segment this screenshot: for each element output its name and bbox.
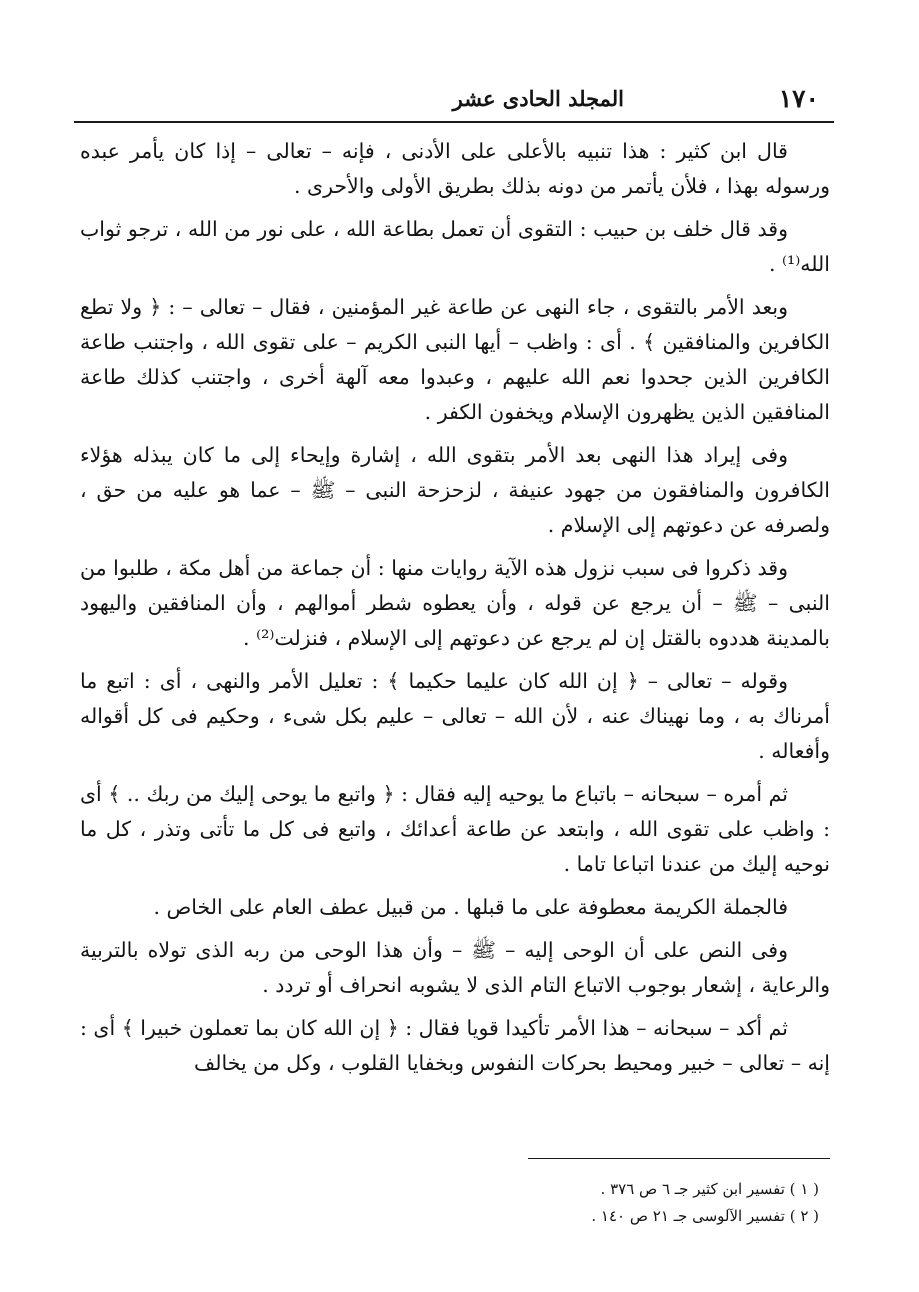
paragraph: وقوله – تعالى – ﴿ إن الله كان عليما حكيما ﴾ : تعليل الأمر والنهى ، أى : اتبع ما أمرناك به ، وما نهيناك عنه ، لأن الله – تعالى – عليم بكل شىء ، وحكيم فى كل أقواله وأفعاله . xyxy=(80,669,830,763)
header-divider xyxy=(74,121,834,123)
footnote: ( ٢ ) تفسير الآلوسى جـ ٢١ ص ١٤٠ . xyxy=(591,1207,819,1225)
paragraph: ثم أمره – سبحانه – باتباع ما يوحيه إليه فقال : ﴿ واتبع ما يوحى إليك من ربك .. ﴾ أى : واظب على تقوى الله ، وابتعد عن طاعة أعدائك ، واتبع فى كل ما تأتى وتذر ، كل ما نوحيه إليك من عندنا اتباعا تاما . xyxy=(80,782,830,876)
footnotes xyxy=(399,1176,819,1230)
page-header xyxy=(70,82,819,116)
running-title: المجلد الحادى عشر xyxy=(452,86,624,111)
footnote: ( ١ ) تفسير ابن كثير جـ ٦ ص ٣٧٦ . xyxy=(600,1180,819,1198)
paragraph: قال ابن كثير : هذا تنبيه بالأعلى على الأدنى ، فإنه – تعالى – إذا كان يأمر عبده ورسوله بهذا ، فلأن يأتمر من دونه بذلك بطريق الأولى والأحرى . xyxy=(80,139,830,198)
paragraph: وفى النص على أن الوحى إليه – ﷺ – وأن هذا الوحى من ربه الذى تولاه بالتربية والرعاية ، إشعار بوجوب الاتباع التام الذى لا يشوبه انحراف أو تردد . xyxy=(80,938,830,997)
paragraph: فالجملة الكريمة معطوفة على ما قبلها . من قبيل عطف العام على الخاص . xyxy=(153,895,788,919)
body-text xyxy=(80,134,830,1089)
paragraph: وقد ذكروا فى سبب نزول هذه الآية روايات منها : أن جماعة من أهل مكة ، طلبوا من النبى – ﷺ – أن يرجع عن قوله ، وأن يعطوه شطر أموالهم ، وأن المنافقين واليهود بالمدينة هددوه بالقتل إن لم يرجع عن دعوتهم إلى الإسلام ، فنزلت⁽²⁾ . xyxy=(80,556,830,650)
paragraph: ثم أكد – سبحانه – هذا الأمر تأكيدا قويا فقال : ﴿ إن الله كان بما تعملون خبيرا ﴾ أى : إنه – تعالى – خبير ومحيط بحركات النفوس وبخفايا القلوب ، وكل من يخالف xyxy=(80,1016,830,1075)
footnote-divider xyxy=(528,1158,830,1159)
paragraph: وقد قال خلف بن حبيب : التقوى أن تعمل بطاعة الله ، على نور من الله ، ترجو ثواب الله⁽¹⁾ . xyxy=(80,217,830,276)
paragraph: وبعد الأمر بالتقوى ، جاء النهى عن طاعة غير المؤمنين ، فقال – تعالى – : ﴿ ولا تطع الكافرين والمنافقين ﴾ . أى : واظب – أيها النبى الكريم – على تقوى الله ، واجتنب طاعة الكافرين الذين جحدوا نعم الله عليهم ، وعبدوا معه آلهة أخرى ، واجتنب كذلك طاعة المنافقين الذين يظهرون الإسلام ويخفون الكفر . xyxy=(80,295,830,424)
paragraph: وفى إيراد هذا النهى بعد الأمر بتقوى الله ، إشارة وإيحاء إلى ما كان يبذله هؤلاء الكافرون والمنافقون من جهود عنيفة ، لزحزحة النبى – ﷺ – عما هو عليه من حق ، ولصرفه عن دعوتهم إلى الإسلام . xyxy=(80,443,830,537)
page-number: ١٧٠ xyxy=(778,84,819,113)
